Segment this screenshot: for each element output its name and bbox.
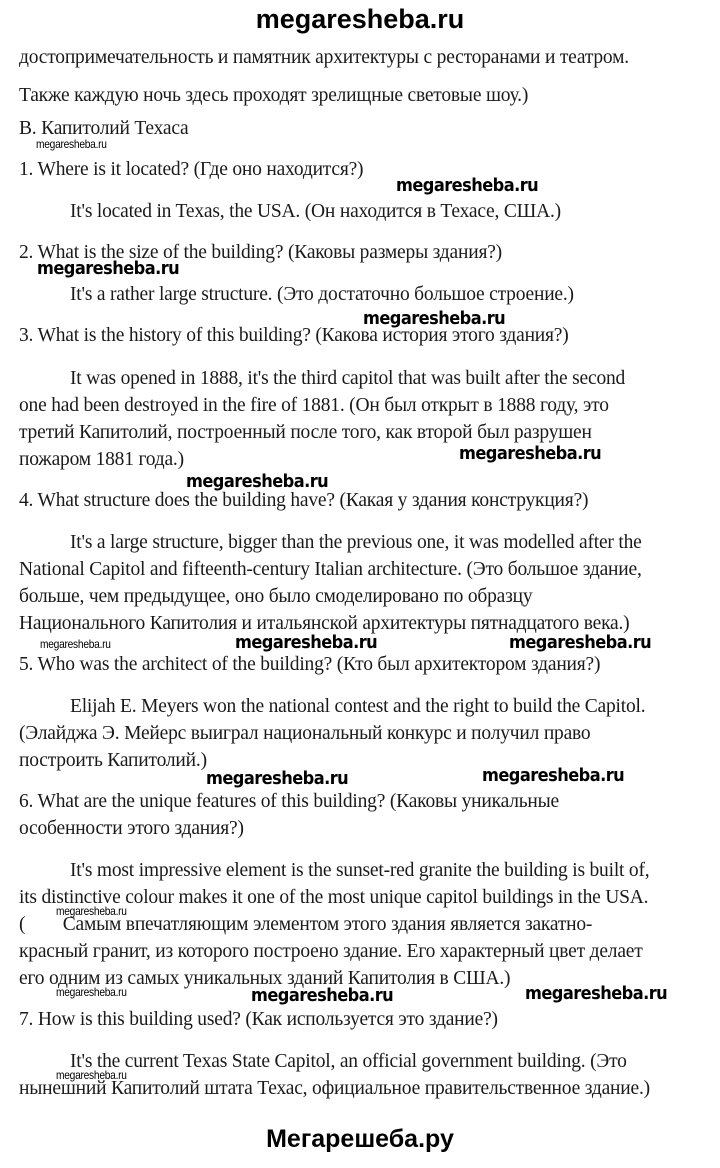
answer-6-line: its distinctive colour makes it one of the most unique capitol buildings in the USA.	[19, 887, 649, 908]
answer-4-line: It's a large structure, bigger than the previous one, it was modelled after the	[70, 532, 642, 553]
watermark: megaresheba.ru	[525, 983, 668, 1004]
question-4: 4. What structure does the building have? (Какая у здания конструкция?)	[19, 490, 589, 511]
answer-5-line: Elijah E. Meyers won the national contest and the right to build the Capitol.	[70, 696, 646, 717]
answer-3-line: It was opened in 1888, it's the third capitol that was built after the second	[70, 368, 626, 389]
site-header-title: megaresheba.ru	[255, 4, 465, 34]
answer-7-line: нынешний Капитолий штата Техас, официальное правительственное здание.)	[19, 1078, 650, 1099]
answer-5-line: построить Капитолий.)	[19, 750, 207, 771]
answer-3-line: третий Капитолий, построенный после того, как второй был разрушен	[19, 422, 592, 443]
watermark: megaresheba.ru	[206, 768, 349, 789]
answer-5-line: (Элайджа Э. Мейерс выиграл национальный конкурс и получил право	[19, 723, 591, 744]
answer-7-line: It's the current Texas State Capitol, an official government building. (Это	[70, 1051, 627, 1072]
question-5: 5. Who was the architect of the building? (Кто был архитектором здания?)	[19, 654, 601, 675]
watermark: megaresheba.ru	[396, 175, 539, 196]
watermark: megaresheba.ru	[235, 632, 378, 653]
answer-1-line: It's located in Texas, the USA. (Он находится в Техасе, США.)	[70, 201, 561, 222]
site-footer-title: Мегарешеба.ру	[266, 1125, 454, 1153]
watermark: megaresheba.ru	[509, 632, 652, 653]
watermark: megaresheba.ru	[251, 985, 394, 1006]
intro-line: достопримечательность и памятник архитектуры с ресторанами и театром.	[19, 47, 629, 68]
section-title: B. Капитолий Техаса	[19, 118, 189, 139]
watermark: megaresheba.ru	[56, 985, 127, 999]
intro-line: Также каждую ночь здесь проходят зрелищные световые шоу.)	[19, 85, 529, 106]
answer-6-line: красный гранит, из которого построено здание. Его характерный цвет делает	[19, 941, 643, 962]
watermark: megaresheba.ru	[363, 308, 506, 329]
answer-6-line: It's most impressive element is the sunset-red granite the building is built of,	[70, 860, 650, 881]
question-6: особенности этого здания?)	[19, 818, 244, 839]
question-7: 7. How is this building used? (Как используется это здание?)	[19, 1009, 498, 1030]
question-1: 1. Where is it located? (Где оно находится?)	[19, 159, 364, 180]
answer-4-line: больше, чем предыдущее, оно было смоделировано по образцу	[19, 586, 533, 607]
watermark: megaresheba.ru	[37, 258, 180, 279]
answer-3-line: one had been destroyed in the fire of 1881. (Он был открыт в 1888 году, это	[19, 395, 609, 416]
question-3: 3. What is the history of this building? (Какова история этого здания?)	[19, 325, 569, 346]
watermark: megaresheba.ru	[482, 765, 625, 786]
watermark: megaresheba.ru	[56, 1068, 127, 1082]
watermark: megaresheba.ru	[186, 471, 329, 492]
watermark: megaresheba.ru	[56, 904, 127, 918]
answer-3-line: пожаром 1881 года.)	[19, 449, 184, 470]
question-6: 6. What are the unique features of this building? (Каковы уникальные	[19, 791, 560, 812]
question-2: 2. What is the size of the building? (Каковы размеры здания?)	[19, 242, 502, 263]
watermark: megaresheba.ru	[40, 637, 111, 651]
answer-4-line: National Capitol and fifteenth-century Italian architecture. (Это большое здание,	[19, 559, 642, 580]
watermark: megaresheba.ru	[36, 137, 107, 151]
watermark: megaresheba.ru	[459, 443, 602, 464]
answer-6-line: его одним из самых уникальных зданий Капитолия в США.)	[19, 968, 511, 989]
answer-6-line: ( Самым впечатляющим элементом этого здания является закатно-	[19, 914, 593, 935]
answer-2-line: It's a rather large structure. (Это достаточно большое строение.)	[70, 284, 574, 305]
answer-4-line: Национального Капитолия и итальянской архитектуры пятнадцатого века.)	[19, 613, 630, 634]
